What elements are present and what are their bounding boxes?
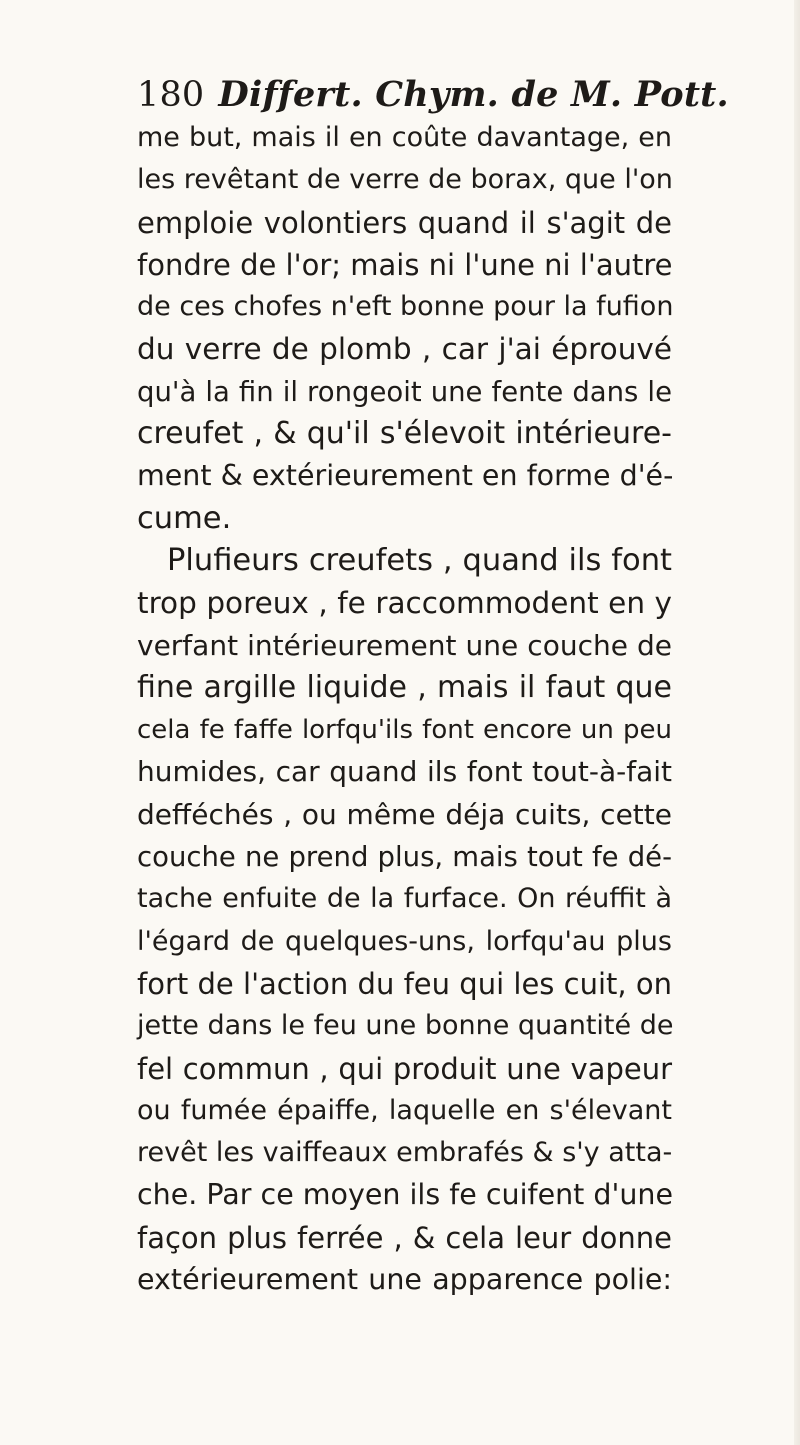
text-line: revêt les vaiffeaux embrafés & s'y atta- (137, 1137, 673, 1169)
text-line: du verre de plomb , car j'ai éprouvé (137, 332, 672, 367)
text-line: les revêtant de verre de borax, que l'on (137, 164, 673, 196)
text-line: jette dans le feu une bonne quantité de (137, 1010, 674, 1042)
running-head (137, 73, 729, 117)
text-line: creufet , & qu'il s'élevoit intérieure- (137, 416, 672, 452)
text-line: me but, mais il en coûte davantage, en (137, 122, 672, 153)
text-line: de ces chofes n'eft bonne pour la fufion (137, 291, 674, 323)
text-line: façon plus ferrée , & cela leur donne (137, 1220, 672, 1255)
text-line: fondre de l'or; mais ni l'une ni l'autre (137, 247, 673, 282)
page-edge (794, 0, 800, 1445)
text-line: cela fe faffe lorfqu'ils font encore un peu (137, 715, 672, 746)
text-line: qu'à la fin il rongeoit une fente dans le (137, 375, 672, 408)
page-text-block (137, 73, 729, 1301)
running-title: Differt. Chym. de M. Pott. (218, 74, 729, 115)
text-line: verfant intérieurement une couche de (137, 628, 672, 662)
text-line: fort de l'action du feu qui les cuit, on (137, 966, 672, 1001)
text-line: l'égard de quelques-uns, lorfqu'au plus (137, 925, 672, 957)
text-line: fel commun , qui produit une vapeur (137, 1051, 672, 1086)
text-line: ment & extérieurement en forme d'é- (137, 459, 674, 493)
text-line: defféchés , ou même déja cuits, cette (137, 797, 672, 831)
text-line: couche ne prend plus, mais tout fe dé- (137, 841, 672, 874)
text-line: Plufieurs creufets , quand ils font (167, 542, 672, 578)
page-number: 180 (137, 75, 205, 115)
text-line: cume. (137, 500, 232, 536)
text-line: trop poreux , fe raccommodent en y (137, 586, 672, 621)
text-line: ou fumée épaiffe, laquelle en s'élevant (137, 1094, 672, 1126)
text-line: emploie volontiers quand il s'agit de (137, 205, 672, 240)
text-line: humides, car quand ils font tout-à-fait (137, 755, 672, 789)
text-line: fine argille liquide , mais il faut que (137, 669, 672, 705)
text-line: tache enfuite de la furface. On réuffit à (137, 883, 672, 915)
text-line: che. Par ce moyen ils fe cuifent d'une (137, 1178, 673, 1212)
text-line: extérieurement une apparence polie: (137, 1263, 672, 1297)
